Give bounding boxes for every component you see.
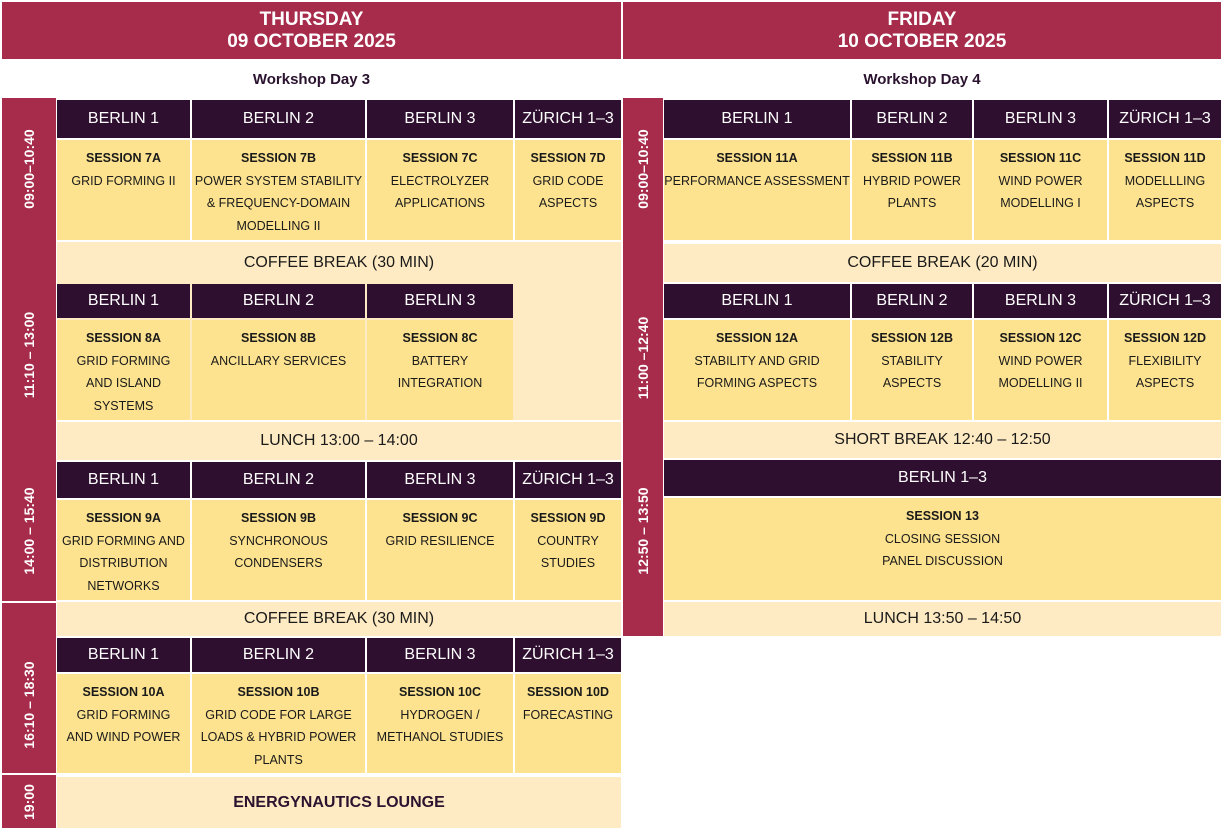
room-header: BERLIN 3 [367, 638, 513, 672]
coffee-break-label: COFFEE BREAK (30 MIN) [243, 254, 435, 271]
session-title: FLEXIBILITY ASPECTS [1128, 353, 1202, 390]
session-title: GRID FORMING II [71, 173, 176, 188]
session-code: SESSION 11C [999, 151, 1082, 165]
thursday-day: THURSDAY [259, 9, 364, 30]
room-header: BERLIN 2 [192, 284, 365, 318]
coffee-break: COFFEE BREAK (20 MIN) [664, 244, 1221, 282]
session-code: SESSION 10B [237, 685, 320, 699]
friday-date: 10 OCTOBER 2025 [837, 31, 1007, 52]
session-code: SESSION 10A [82, 685, 165, 699]
room-header: ZÜRICH 1–3 [515, 638, 621, 672]
time-label: 11:10 – 13:00 [21, 311, 37, 399]
session-code: SESSION 9B [240, 511, 317, 525]
session-code: SESSION 9A [85, 511, 162, 525]
session-8a[interactable] [57, 320, 190, 420]
session-code: SESSION 8B [240, 331, 317, 345]
room-header: ZÜRICH 1–3 [515, 462, 621, 498]
session-10c[interactable] [367, 674, 513, 773]
session-title: HYBRID POWER PLANTS [863, 173, 961, 210]
thursday-header [2, 2, 621, 59]
friday-header [623, 2, 1221, 59]
session-code: SESSION 11B [871, 151, 953, 165]
room-header: BERLIN 2 [852, 284, 972, 318]
session-code: SESSION 11D [1124, 151, 1206, 165]
session-code: SESSION 11A [716, 151, 798, 165]
session-title: POWER SYSTEM STABILITY & FREQUENCY-DOMAIN MODELLING II [194, 173, 363, 233]
session-code: SESSION 8A [85, 331, 162, 345]
time-label: 11:00 –12:40 [635, 316, 651, 400]
session-title: BATTERY INTEGRATION [397, 353, 483, 390]
session-11d[interactable] [1109, 140, 1221, 240]
room-header: BERLIN 1 [57, 638, 190, 672]
session-11a[interactable] [664, 140, 850, 240]
short-break: SHORT BREAK 12:40 – 12:50 [664, 422, 1221, 458]
session-title: SYNCHRONOUS CONDENSERS [229, 533, 328, 570]
session-title: COUNTRY STUDIES [537, 533, 599, 570]
session-code: SESSION 12A [716, 331, 798, 345]
session-9a[interactable] [57, 500, 190, 600]
session-title: MODELLLING ASPECTS [1124, 173, 1206, 210]
room-header: BERLIN 2 [192, 638, 365, 672]
room-header: ZÜRICH 1–3 [1109, 284, 1221, 318]
room-header: BERLIN 1 [57, 462, 190, 498]
session-title: GRID RESILIENCE [385, 533, 495, 548]
room-header: ZÜRICH 1–3 [1109, 100, 1221, 138]
room-header: BERLIN 1–3 [664, 460, 1221, 496]
session-11c[interactable] [974, 140, 1107, 240]
session-title: WIND POWER MODELLING I [998, 173, 1083, 210]
room-header: BERLIN 3 [974, 100, 1107, 138]
session-10a[interactable] [57, 674, 190, 773]
session-7b[interactable] [192, 140, 365, 240]
session-title: GRID FORMING AND WIND POWER [66, 707, 181, 744]
session-title: GRID CODE ASPECTS [532, 173, 604, 210]
session-10b[interactable] [192, 674, 365, 773]
time-label: 19:00 [21, 784, 37, 820]
session-code: SESSION 7A [85, 151, 162, 165]
room-header: BERLIN 2 [852, 100, 972, 138]
room-header: BERLIN 3 [367, 284, 513, 318]
session-code: SESSION 7D [530, 151, 606, 165]
session-code: SESSION 10C [399, 685, 481, 699]
time-label: 12:50 – 13:50 [635, 487, 651, 575]
time-label: 09:00–10:40 [21, 129, 37, 209]
room-header: BERLIN 1 [664, 100, 850, 138]
session-code: SESSION 12C [999, 331, 1082, 345]
session-title: ELECTROLYZER APPLICATIONS [390, 173, 490, 210]
session-10d[interactable] [515, 674, 621, 773]
session-title: CLOSING SESSION PANEL DISCUSSION [882, 531, 1003, 568]
thursday-subtitle: Workshop Day 3 [252, 71, 371, 88]
session-title: FORECASTING [522, 707, 614, 722]
session-7a[interactable] [57, 140, 190, 240]
session-12c[interactable] [974, 320, 1107, 420]
coffee-break: COFFEE BREAK (30 MIN) [57, 602, 621, 636]
session-9d[interactable] [515, 500, 621, 600]
session-8c[interactable] [367, 320, 513, 420]
session-code: SESSION 7C [402, 151, 478, 165]
time-label: 16:10 – 18:30 [21, 661, 37, 749]
session-code: SESSION 12D [1124, 331, 1206, 345]
session-12d[interactable] [1109, 320, 1221, 420]
session-title: WIND POWER MODELLING II [998, 353, 1083, 390]
session-7d[interactable] [515, 140, 621, 240]
time-label: 14:00 – 15:40 [21, 487, 37, 575]
lunch-break: LUNCH 13:50 – 14:50 [664, 602, 1221, 636]
session-12a[interactable] [664, 320, 850, 420]
session-title: STABILITY AND GRID FORMING ASPECTS [694, 353, 820, 390]
session-title: HYDROGEN / METHANOL STUDIES [376, 707, 504, 744]
session-title: GRID FORMING AND ISLAND SYSTEMS [76, 353, 171, 413]
session-code: SESSION 7B [240, 151, 317, 165]
room-header: BERLIN 3 [367, 462, 513, 498]
room-header: ZÜRICH 1–3 [515, 100, 621, 138]
session-code: SESSION 12B [871, 331, 953, 345]
session-code: SESSION 13 [906, 509, 979, 523]
session-7c[interactable] [367, 140, 513, 240]
session-13[interactable] [664, 498, 1221, 600]
room-header: BERLIN 1 [57, 284, 190, 318]
room-header: BERLIN 3 [367, 100, 513, 138]
session-code: SESSION 10D [527, 685, 609, 699]
room-header: BERLIN 2 [192, 462, 365, 498]
room-header: BERLIN 3 [974, 284, 1107, 318]
room-header: BERLIN 1 [664, 284, 850, 318]
room-header: BERLIN 1 [57, 100, 190, 138]
energynautics-lounge: ENERGYNAUTICS LOUNGE [57, 777, 621, 828]
session-title: PERFORMANCE ASSESSMENT [664, 173, 850, 188]
friday-day: FRIDAY [887, 9, 957, 30]
session-11b[interactable] [852, 140, 972, 240]
session-9b[interactable] [192, 500, 365, 600]
time-label: 09:00–10:40 [635, 129, 651, 209]
thursday-date: 09 OCTOBER 2025 [227, 31, 396, 52]
friday-subtitle: Workshop Day 4 [863, 71, 981, 88]
session-code: SESSION 9C [402, 511, 478, 525]
session-title: ANCILLARY SERVICES [210, 353, 347, 368]
session-code: SESSION 8C [402, 331, 478, 345]
session-code: SESSION 9D [530, 511, 606, 525]
session-9c[interactable] [367, 500, 513, 600]
session-title: STABILITY ASPECTS [881, 353, 943, 390]
lunch-break: LUNCH 13:00 – 14:00 [57, 422, 621, 460]
room-header: BERLIN 2 [192, 100, 365, 138]
session-12b[interactable] [852, 320, 972, 420]
session-title: GRID FORMING AND DISTRIBUTION NETWORKS [62, 533, 185, 593]
session-title: GRID CODE FOR LARGE LOADS & HYBRID POWER PLANTS [200, 707, 357, 767]
session-8b[interactable] [192, 320, 365, 420]
